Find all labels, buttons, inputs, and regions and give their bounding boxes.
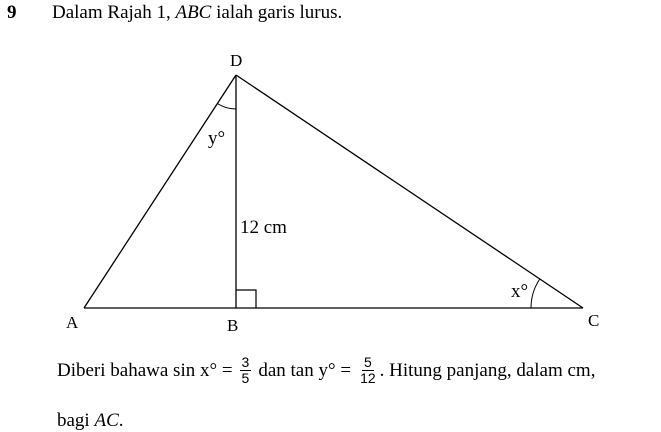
line-ad (84, 75, 236, 308)
line2-suffix: . (118, 410, 124, 431)
line2-prefix: bagi (57, 410, 90, 431)
tan-fraction (358, 355, 378, 386)
sin-numerator: 3 (241, 354, 250, 370)
stem-suffix: ialah garis lurus. (216, 2, 343, 23)
point-label-a: A (66, 313, 79, 332)
right-angle-marker (236, 290, 256, 308)
sin-fraction (240, 355, 252, 386)
line-dc (236, 75, 583, 308)
angle-arc-y (217, 104, 236, 110)
info-suffix: . Hitung panjang, dalam cm, (379, 359, 596, 381)
info-middle: dan tan y° = (258, 359, 352, 381)
angle-arc-x (531, 279, 540, 308)
info-prefix: Diberi bahawa sin x° = (57, 359, 233, 381)
sin-denominator: 5 (241, 370, 250, 386)
tan-numerator: 5 (363, 354, 372, 370)
stem-prefix: Dalam Rajah 1, (52, 2, 171, 23)
angle-label-x: x° (511, 281, 529, 302)
point-label-d: D (230, 51, 243, 70)
given-info-line2 (57, 410, 124, 432)
point-label-b: B (227, 316, 239, 335)
length-label-db: 12 cm (240, 217, 287, 238)
line2-segment: AC (94, 410, 119, 431)
tan-denominator: 12 (360, 370, 376, 386)
given-info (57, 355, 595, 386)
stem-line-name: ABC (175, 2, 212, 23)
question-number: 9 (7, 2, 17, 23)
angle-label-y: y° (208, 128, 226, 149)
point-label-c: C (588, 311, 600, 330)
